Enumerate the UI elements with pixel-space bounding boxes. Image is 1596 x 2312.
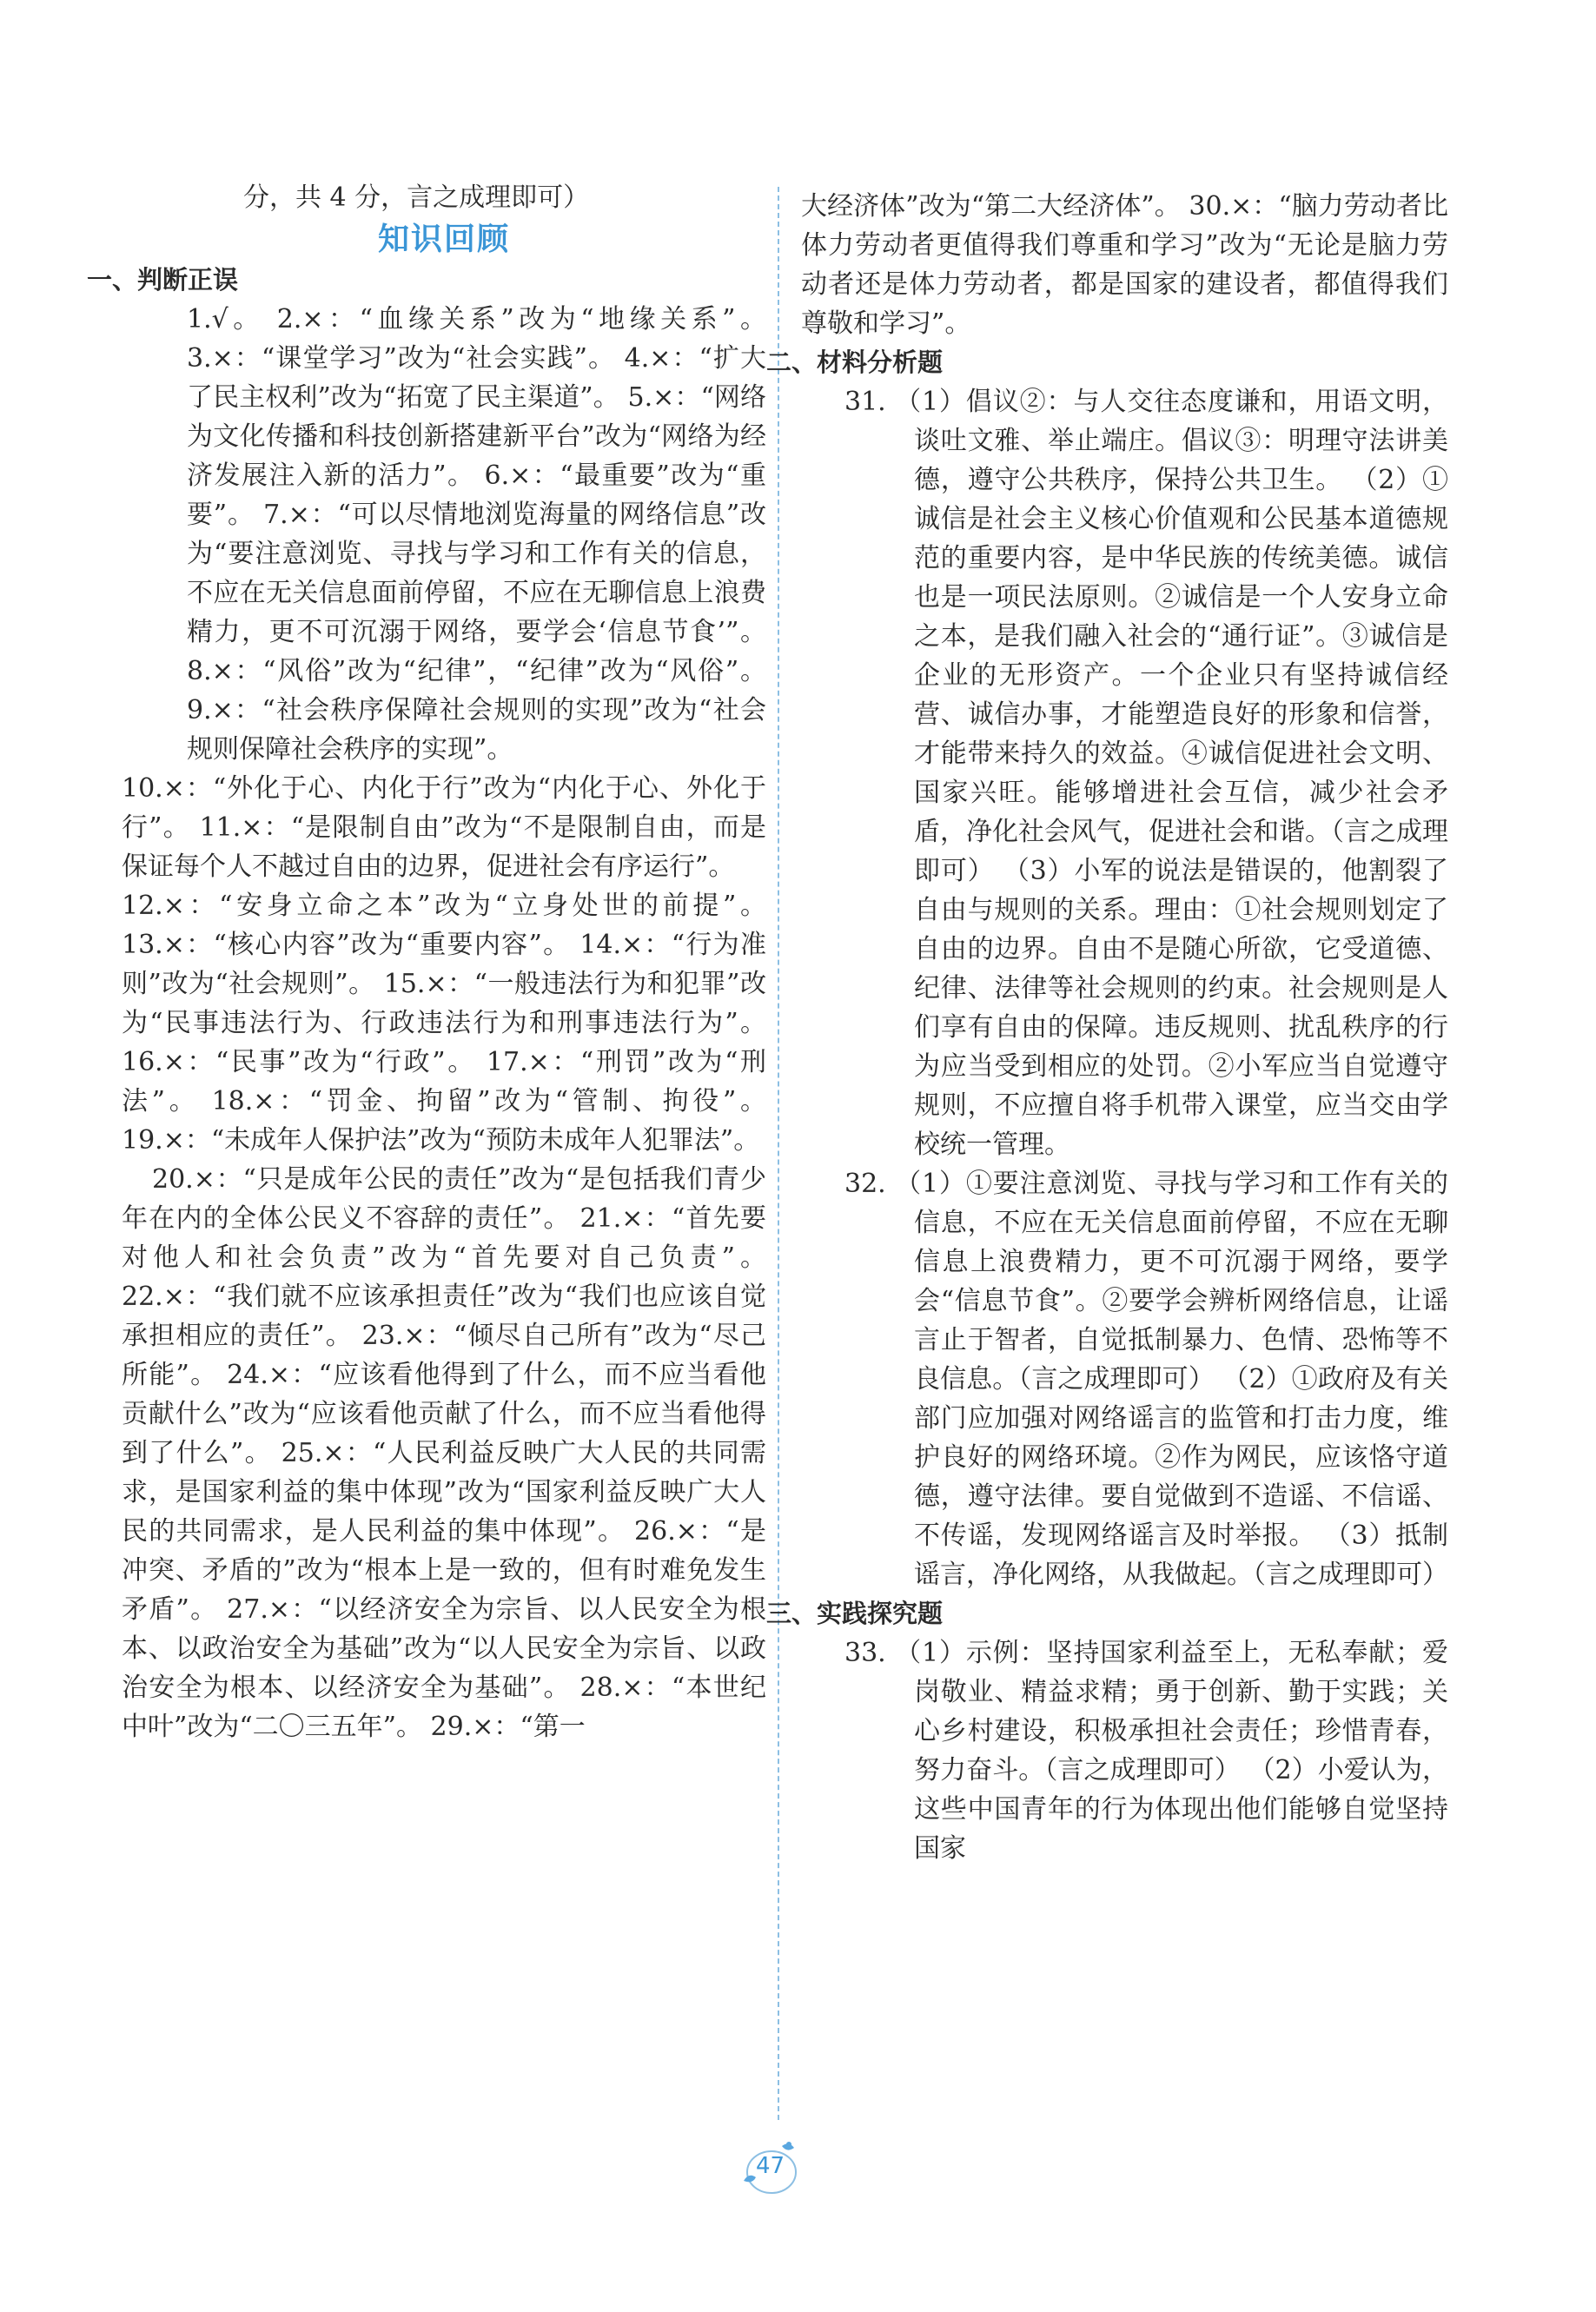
left-column [87, 178, 766, 1746]
page-number: 47 [756, 2153, 785, 2179]
answer-33: 33. （1）示例：坚持国家利益至上，无私奉献；爱岗敬业、精益求精；勇于创新、勤于实践；关心乡村建设，积极承担社会责任；珍惜青春，努力奋斗。（言之成理即可） （2）小爱认为，这些中国青年的行为体现出他们能够自觉坚持国家 [844, 1638, 1448, 1864]
answer-paragraph: 12.×：“安身立命之本”改为“立身处世的前提”。 13.×：“核心内容”改为“重要内容”。 14.×：“行为准则”改为“社会规则”。 15.×：“一般违法行为和犯罪”改为“民事违法行为、行政违法行为和刑事违法行为”。 16.×：“民事”改为“行政”。 17.×：“刑罚”改为“刑法”。 18.×：“罚金、拘留”改为“管制、拘役”。 19.×：“未成年人保护法”改为“预防未成年人犯罪法”。 [122, 891, 766, 1156]
section-title: 知识回顾 [377, 221, 510, 257]
continuation-text: 分，共 4 分，言之成理即可） [243, 182, 590, 213]
answer-paragraph: 20.×：“只是成年公民的责任”改为“是包括我们青少年在内的全体公民义不容辞的责任”。 21.×：“首先要对他人和社会负责”改为“首先要对自己负责”。 22.×：“我们就不应该承担责任”改为“我们也应该自觉承担相应的责任”。 23.×：“倾尽自己所有”改为“尽己所能”。 24.×：“应该看他得到了什么，而不应当看他贡献什么”改为“应该看他贡献了什么，而不应当看他得到了什么”。 25.×：“人民利益反映广大人民的共同需求，是国家利益的集中体现”改为“国家利益反映广大人民的共同需求，是人民利益的集中体现”。 26.×：“是冲突、矛盾的”改为“根本上是一致的，但有时难免发生矛盾”。 27.×：“以经济安全为宗旨、以人民安全为根本、以政治安全为基础”改为“以人民安全为宗旨、以政治安全为根本、以经济安全为基础”。 28.×：“本世纪中叶”改为“二〇三五年”。 29.×：“第一 [122, 1164, 766, 1742]
answer-31: 31. （1）倡议②：与人交往态度谦和，用语文明，谈吐文雅、举止端庄。倡议③：明理守法讲美德，遵守公共秩序，保持公共卫生。 （2）①诚信是社会主义核心价值观和公民基本道德规范的重要内容，是中华民族的传统美德。诚信也是一项民法原则。②诚信是一个人安身立命之本，是我们融入社会的“通行证”。③诚信是企业的无形资产。一个企业只有坚持诚信经营、诚信办事，才能塑造良好的形象和信誉，才能带来持久的效益。④诚信促进社会文明、国家兴旺。能够增进社会互信，减少社会矛盾，净化社会风气，促进社会和谐。（言之成理即可） （3）小军的说法是错误的，他割裂了自由与规则的关系。理由：①社会规则划定了自由的边界。自由不是随心所欲，它受道德、纪律、法律等社会规则的约束。社会规则是人们享有自由的保障。违反规则、扰乱秩序的行为应当受到相应的处罚。②小军应当自觉遵守规则，不应擅自将手机带入课堂，应当交由学校统一管理。 [844, 387, 1448, 1160]
right-column [766, 187, 1448, 1868]
column-divider [778, 187, 779, 2120]
page-number-badge [737, 2137, 806, 2198]
answer-paragraph: 10.×：“外化于心、内化于行”改为“内化于心、外化于行”。 11.×：“是限制自由”改为“不是限制自由，而是保证每个人不越过自由的边界，促进社会有序运行”。 [122, 773, 766, 882]
section-heading-material: 二、材料分析题 [766, 348, 944, 377]
continuation-text: 大经济体”改为“第二大经济体”。 30.×：“脑力劳动者比体力劳动者更值得我们尊重和学习”改为“无论是脑力劳动者还是体力劳动者，都是国家的建设者，都值得我们尊敬和学习”。 [801, 191, 1448, 339]
answer-paragraph: 1.√。 2.×：“血缘关系”改为“地缘关系”。 3.×：“课堂学习”改为“社会实践”。 4.×：“扩大了民主权利”改为“拓宽了民主渠道”。 5.×：“网络为文化传播和科技创新搭建新平台”改为“网络为经济发展注入新的活力”。 6.×：“最重要”改为“重要”。 7.×：“可以尽情地浏览海量的网络信息”改为“要注意浏览、寻找与学习和工作有关的信息，不应在无关信息面前停留，不应在无聊信息上浪费精力，更不可沉溺于网络，要学会‘信息节食’”。 8.×：“风俗”改为“纪律”，“纪律”改为“风俗”。 9.×：“社会秩序保障社会规则的实现”改为“社会规则保障社会秩序的实现”。 [187, 304, 766, 765]
section-heading-judgment: 一、判断正误 [87, 265, 239, 295]
answer-32: 32. （1）①要注意浏览、寻找与学习和工作有关的信息，不应在无关信息面前停留，不应在无聊信息上浪费精力，更不可沉溺于网络，要学会“信息节食”。②要学会辨析网络信息，让谣言止于智者，自觉抵制暴力、色情、恐怖等不良信息。（言之成理即可） （2）①政府及有关部门应加强对网络谣言的监管和打击力度，维护良好的网络环境。②作为网民，应该恪守道德，遵守法律。要自觉做到不造谣、不信谣、不传谣，发现网络谣言及时举报。 （3）抵制谣言，净化网络，从我做起。（言之成理即可） [844, 1169, 1448, 1590]
section-heading-practice: 三、实践探究题 [766, 1599, 944, 1628]
